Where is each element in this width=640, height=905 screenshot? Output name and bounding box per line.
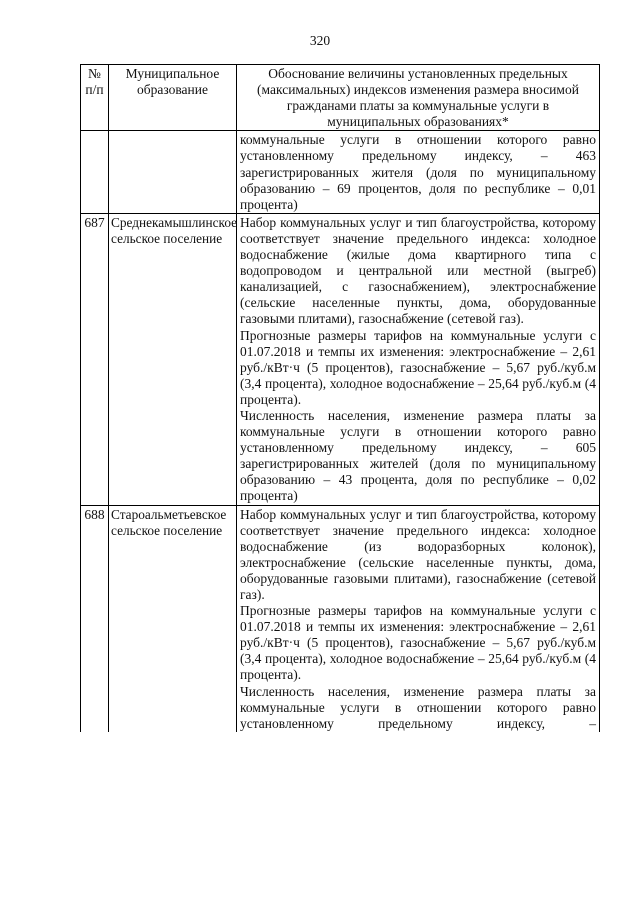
- justification-paragraph: Численность населения, изменение размера платы за коммунальные услуги в отношении которого равно установленному предельному индексу, –: [240, 683, 596, 731]
- row-justification: [237, 505, 600, 732]
- justification-paragraph: коммунальные услуги в отношении которого равно установленному предельному индексу, – 463 зарегистрированных жителя (доля по муниципальному образованию – 69 процентов, доля по республике – 0,01 процента): [240, 132, 596, 212]
- row-justification: [237, 213, 600, 505]
- justification-paragraph: Численность населения, изменение размера платы за коммунальные услуги в отношении которого равно установленному предельному индексу, – 605 зарегистрированных жителей (доля по муниципальному образованию – 43 процента, доля по республике – 0,02 процента): [240, 407, 596, 504]
- justification-paragraph: Набор коммунальных услуг и тип благоустройства, которому соответствует значение предельного индекса: холодное водоснабжение (из водоразборных колонок), электроснабжение (сельские населенные пункты, дома, оборудованные газовыми плитами), газоснабжение (сетевой газ).: [240, 506, 596, 602]
- page-number: 320: [309, 33, 331, 48]
- row-municipality: Староальметьевское сельское поселение: [109, 505, 237, 732]
- row-number: 688: [81, 505, 109, 732]
- header-municipality: Муниципальное образование: [109, 65, 237, 131]
- indices-table: [80, 64, 600, 732]
- justification-paragraph: Набор коммунальных услуг и тип благоустройства, которому соответствует значение предельного индекса: холодное водоснабжение (жилые дома квартирного типа с водопроводом и центральной или местной (выгреб) канализацией, с газоснабжением), электроснабжение (сельские населенные пункты, дома, оборудованные газовыми плитами), газоснабжение (сетевой газ).: [240, 214, 596, 327]
- row-municipality: [109, 131, 237, 213]
- row-justification: [237, 131, 600, 213]
- table-row: [81, 131, 600, 213]
- row-number: [81, 131, 109, 213]
- justification-paragraph: Прогнозные размеры тарифов на коммунальные услуги с 01.07.2018 и темпы их изменения: электроснабжение – 2,61 руб./кВт·ч (5 процентов), газоснабжение – 5,67 руб./куб.м (3,4 процента), холодное водоснабжение – 25,64 руб./куб.м (4 процента).: [240, 327, 596, 407]
- row-number: 687: [81, 213, 109, 505]
- table-row: [81, 505, 600, 732]
- row-municipality: Среднекамышлинское сельское поселение: [109, 213, 237, 505]
- header-number: № п/п: [81, 65, 109, 131]
- justification-paragraph: Прогнозные размеры тарифов на коммунальные услуги с 01.07.2018 и темпы их изменения: электроснабжение – 2,61 руб./кВт·ч (5 процентов), газоснабжение – 5,67 руб./куб.м (3,4 процента), холодное водоснабжение – 25,64 руб./куб.м (4 процента).: [240, 603, 596, 683]
- header-justification: Обоснование величины установленных предельных (максимальных) индексов изменения размера вносимой гражданами платы за коммунальные услуги в муниципальных образованиях*: [237, 65, 600, 131]
- table-header-row: [81, 65, 600, 131]
- table-row: [81, 213, 600, 505]
